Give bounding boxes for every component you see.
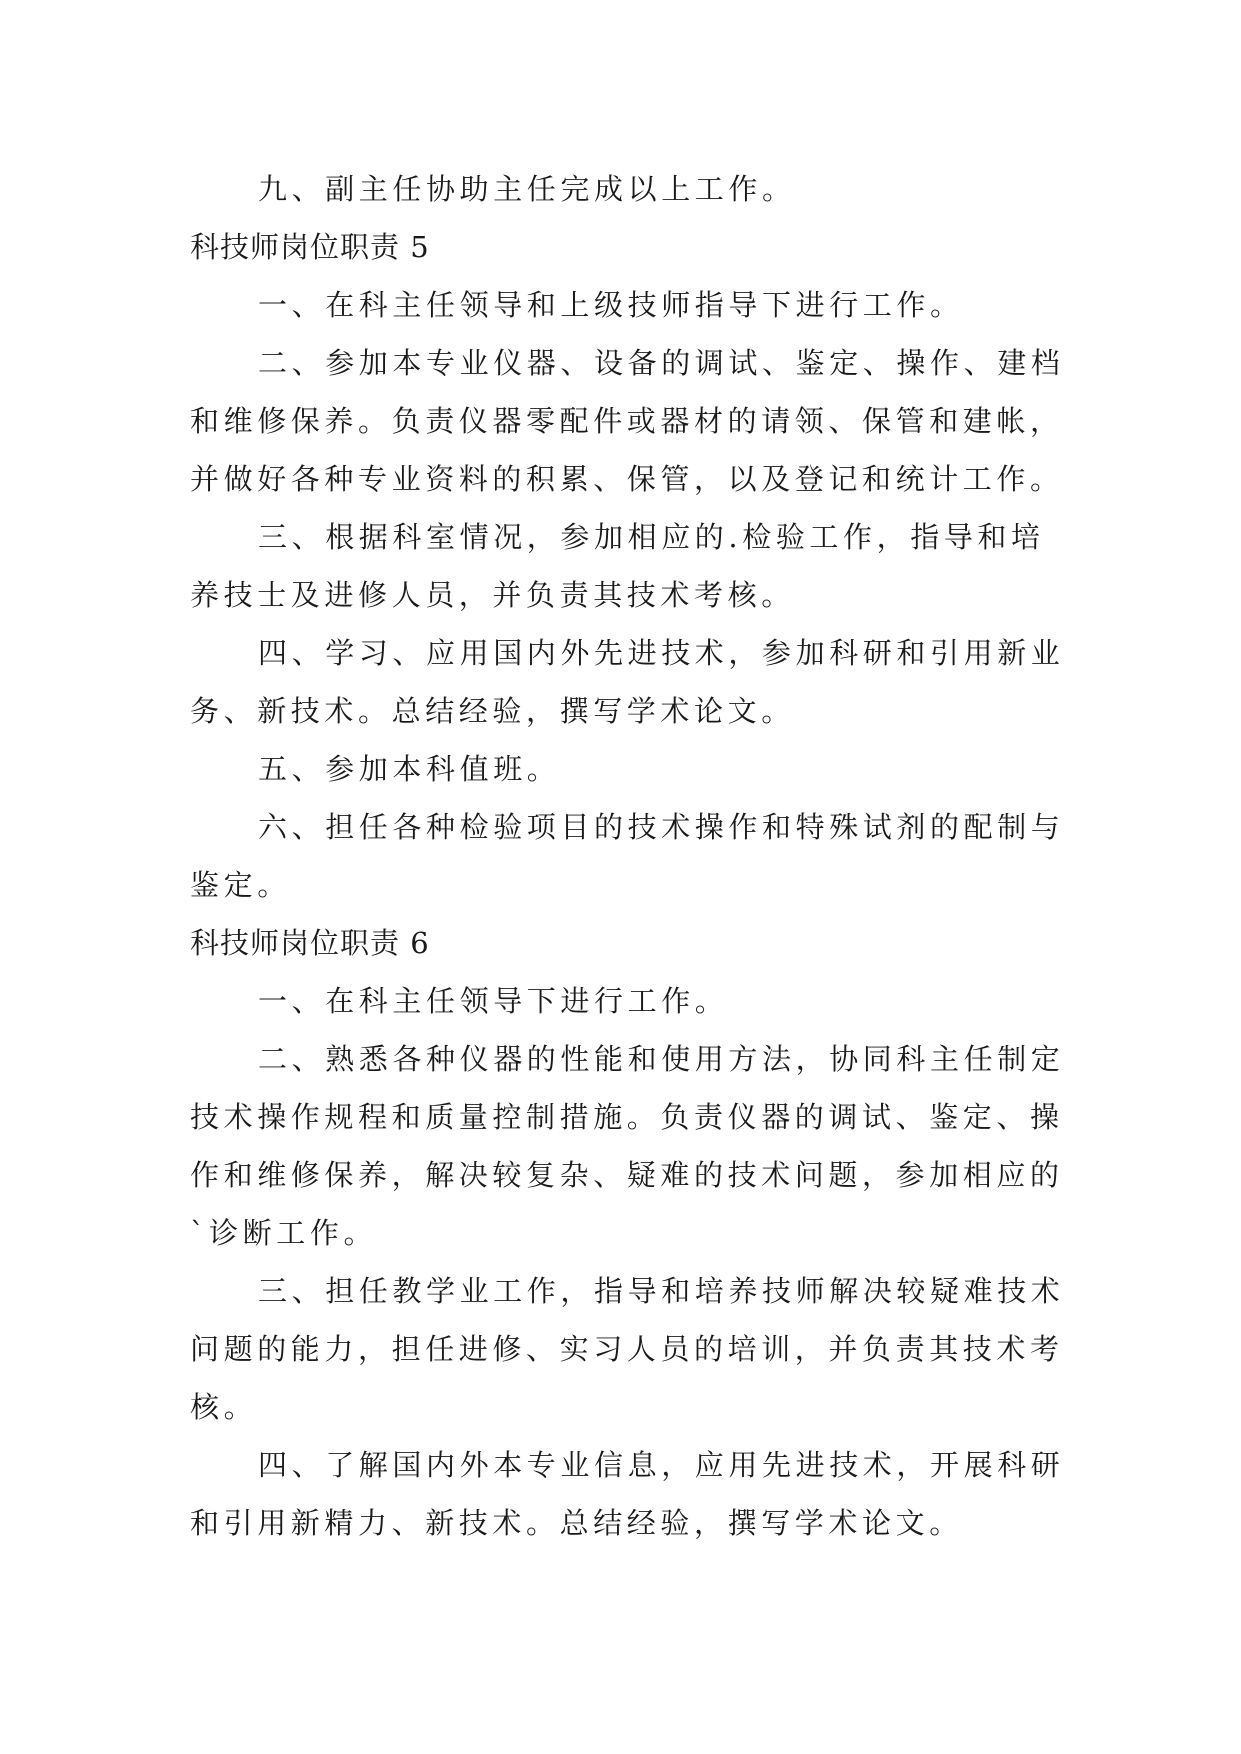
paragraph-line: 务、新技术。总结经验，撰写学术论文。 — [190, 694, 795, 728]
paragraph-line: 养技士及进修人员，并负责其技术考核。 — [190, 578, 795, 612]
paragraph-line: 和维修保养。负责仪器零配件或器材的请领、保管和建帐， — [190, 404, 1064, 438]
paragraph-line: 六、担任各种检验项目的技术操作和特殊试剂的配制与 — [258, 810, 1065, 844]
paragraph-line: 和引用新精力、新技术。总结经验，撰写学术论文。 — [190, 1506, 963, 1540]
paragraph-line: 核。 — [190, 1390, 258, 1424]
paragraph-line: 技术操作规程和质量控制措施。负责仪器的调试、鉴定、操 — [190, 1100, 1064, 1134]
paragraph-line: `诊断工作。 — [190, 1216, 378, 1250]
paragraph-line: 二、参加本专业仪器、设备的调试、鉴定、操作、建档 — [258, 346, 1065, 380]
paragraph-line: 三、根据科室情况，参加相应的.检验工作，指导和培 — [258, 520, 1045, 554]
section-heading: 科技师岗位职责 6 — [190, 926, 430, 960]
paragraph-line: 三、担任教学业工作，指导和培养技师解决较疑难技术 — [258, 1274, 1065, 1308]
paragraph-line: 九、副主任协助主任完成以上工作。 — [258, 172, 796, 206]
paragraph-line: 并做好各种专业资料的积累、保管，以及登记和统计工作。 — [190, 462, 1064, 496]
paragraph-line: 五、参加本科值班。 — [258, 752, 561, 786]
paragraph-line: 四、学习、应用国内外先进技术，参加科研和引用新业 — [258, 636, 1065, 670]
paragraph-line: 问题的能力，担任进修、实习人员的培训，并负责其技术考 — [190, 1332, 1064, 1366]
paragraph-line: 鉴定。 — [190, 868, 291, 902]
paragraph-line: 一、在科主任领导下进行工作。 — [258, 984, 729, 1018]
paragraph-line: 四、了解国内外本专业信息，应用先进技术，开展科研 — [258, 1448, 1065, 1482]
paragraph-line: 作和维修保养，解决较复杂、疑难的技术问题，参加相应的 — [190, 1158, 1064, 1192]
document-body — [190, 160, 1065, 1552]
paragraph-line: 一、在科主任领导和上级技师指导下进行工作。 — [258, 288, 964, 322]
section-heading: 科技师岗位职责 5 — [190, 230, 430, 264]
paragraph-line: 二、熟悉各种仪器的性能和使用方法，协同科主任制定 — [258, 1042, 1065, 1076]
